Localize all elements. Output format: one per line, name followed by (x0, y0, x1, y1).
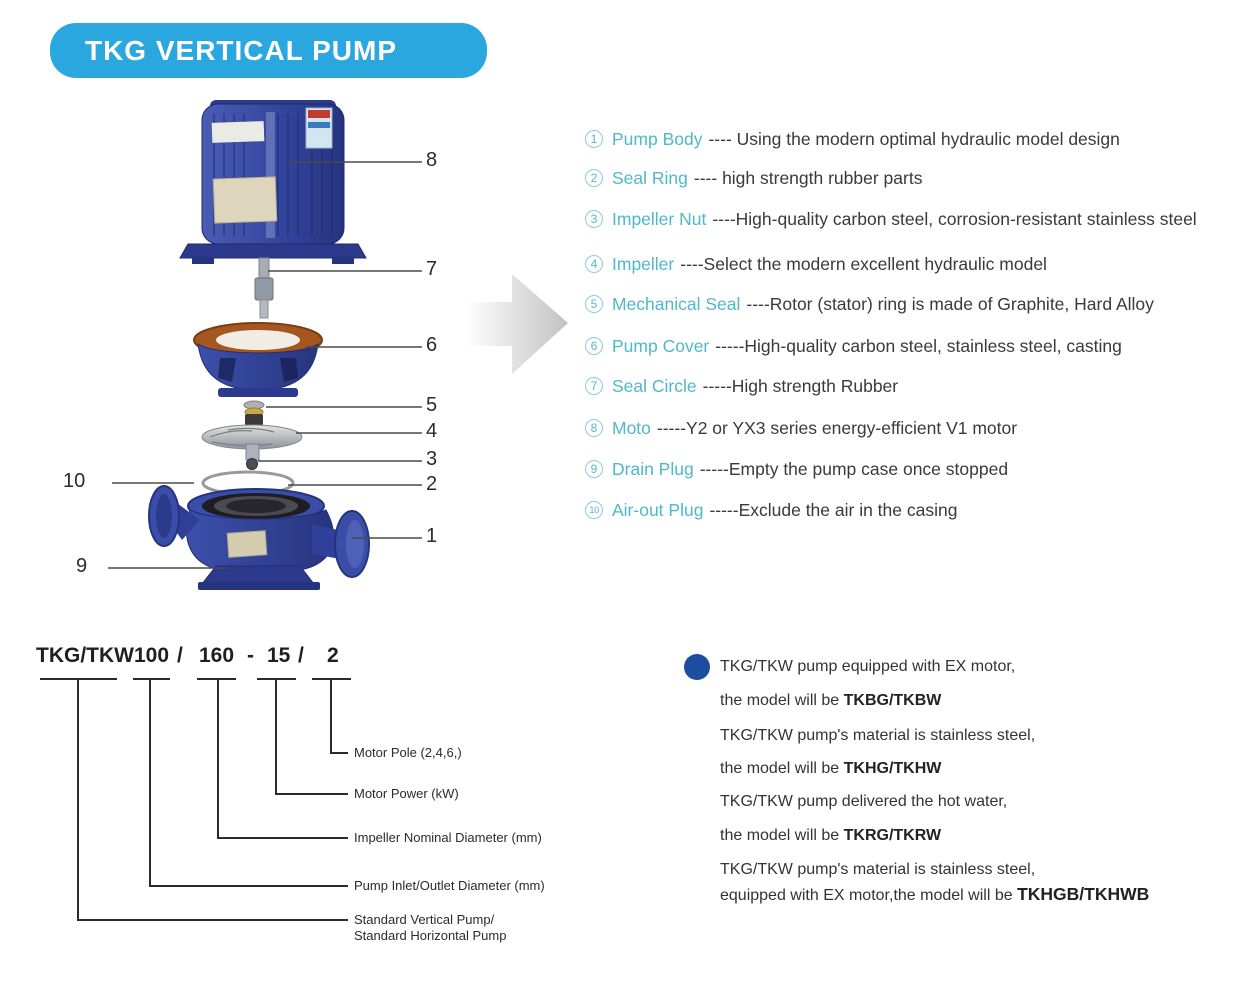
part-desc: -----Y2 or YX3 series energy-efficient V1 motor (656, 417, 1018, 438)
part-desc: ----Rotor (stator) ring is made of Graphite, Hard Alloy (746, 293, 1154, 314)
callout-5: 5 (426, 394, 438, 416)
note-4-model: TKHGB/TKHWB (1017, 884, 1150, 904)
connector-h-power (275, 793, 348, 795)
part-name: Impeller (612, 253, 675, 274)
part-desc: -----High-quality carbon steel, stainless steel, casting (715, 335, 1122, 356)
part-name: Air-out Plug (612, 499, 704, 520)
callout-4: 4 (426, 420, 438, 442)
model-seg-power: 15 (267, 644, 291, 667)
part-name: Pump Body (612, 128, 703, 149)
note-3-model: TKRG/TKRW (843, 827, 942, 844)
note-2-line-2 (720, 760, 941, 778)
note-1-model: TKBG/TKBW (843, 692, 942, 709)
part-name: Drain Plug (612, 458, 694, 479)
note-bullet-icon (684, 654, 710, 680)
note-2-prefix: the model will be (720, 760, 844, 777)
note-1-prefix: the model will be (720, 692, 844, 709)
shaft-art (255, 258, 273, 318)
part-name: Moto (612, 417, 651, 438)
note-4-line-2 (720, 884, 1149, 905)
callout-6: 6 (426, 334, 438, 356)
part-item-8 (585, 418, 1017, 438)
callout-8: 8 (426, 149, 438, 171)
part-item-4 (585, 254, 1047, 274)
underline-inlet (133, 678, 170, 680)
part-number-badge: 3 (585, 210, 603, 228)
part-number-badge: 1 (585, 130, 603, 148)
part-name: Impeller Nut (612, 208, 707, 229)
note-2-model: TKHG/TKHW (843, 760, 942, 777)
impeller-art (202, 425, 302, 460)
connector-v-power (275, 679, 277, 794)
note-4-line-1: TKG/TKW pump's material is stainless steel, (720, 861, 1036, 878)
motor-art (180, 100, 366, 264)
pump-cover-art (194, 323, 322, 397)
part-number-badge: 2 (585, 169, 603, 187)
part-number-badge: 5 (585, 295, 603, 313)
part-item-10 (585, 500, 957, 520)
connector-v-series (77, 679, 79, 920)
label-standard-vertical: Standard Vertical Pump/ (354, 912, 495, 927)
note-3-line-2 (720, 827, 941, 845)
callout-3: 3 (426, 448, 438, 470)
model-seg-series: TKG/TKW (36, 644, 134, 667)
model-sep-slash-1: / (177, 644, 183, 667)
title-banner (50, 23, 487, 78)
label-motor-pole: Motor Pole (2,4,6,) (354, 745, 462, 760)
model-sep-slash-2: / (298, 644, 304, 667)
connector-h-impeller (217, 837, 348, 839)
part-name: Seal Circle (612, 375, 697, 396)
pump-body-art (149, 486, 369, 590)
part-number-badge: 6 (585, 337, 603, 355)
part-item-7 (585, 376, 898, 396)
part-number-badge: 10 (585, 501, 603, 519)
part-number-badge: 9 (585, 460, 603, 478)
part-desc: ---- high strength rubber parts (693, 167, 923, 188)
callout-1: 1 (426, 525, 438, 547)
model-sep-dash: - (247, 644, 254, 667)
note-4-prefix: equipped with EX motor,the model will be (720, 887, 1018, 904)
arrow-right-icon (465, 274, 568, 374)
connector-h-inlet (149, 885, 348, 887)
part-item-5 (585, 294, 1154, 314)
label-inlet-diameter: Pump Inlet/Outlet Diameter (mm) (354, 878, 545, 893)
part-number-badge: 7 (585, 377, 603, 395)
part-name: Mechanical Seal (612, 293, 741, 314)
model-seg-pole: 2 (327, 644, 339, 667)
part-desc: -----High strength Rubber (702, 375, 899, 396)
callout-2: 2 (426, 473, 438, 495)
part-item-1 (585, 129, 1120, 149)
part-desc: -----Exclude the air in the casing (709, 499, 958, 520)
part-desc: ----Select the modern excellent hydraulic model (680, 253, 1047, 274)
model-seg-impeller: 160 (199, 644, 235, 667)
note-1-line-2 (720, 692, 941, 710)
part-item-6 (585, 336, 1122, 356)
connector-v-pole (330, 679, 332, 753)
pump-exploded-diagram (60, 92, 580, 604)
callout-9: 9 (76, 555, 88, 577)
part-number-badge: 4 (585, 255, 603, 273)
connector-v-inlet (149, 679, 151, 886)
part-desc: -----Empty the pump case once stopped (699, 458, 1009, 479)
note-3-line-1: TKG/TKW pump delivered the hot water, (720, 793, 1008, 810)
part-desc: ---- Using the modern optimal hydraulic model design (708, 128, 1120, 149)
note-1-line-1: TKG/TKW pump equipped with EX motor, (720, 658, 1016, 675)
page-title: TKG VERTICAL PUMP (84, 34, 398, 66)
impeller-nut-art (247, 459, 258, 470)
connector-h-pole (330, 752, 348, 754)
note-3-prefix: the model will be (720, 827, 844, 844)
part-item-2 (585, 168, 922, 188)
part-item-9 (585, 459, 1008, 479)
note-2-line-1: TKG/TKW pump's material is stainless steel, (720, 727, 1036, 744)
label-standard-horizontal: Standard Horizontal Pump (354, 928, 507, 943)
part-item-3 (585, 209, 1197, 229)
part-number-badge: 8 (585, 419, 603, 437)
connector-v-impeller (217, 679, 219, 838)
part-name: Pump Cover (612, 335, 710, 356)
label-motor-power: Motor Power (kW) (354, 786, 459, 801)
part-desc: ----High-quality carbon steel, corrosion-resistant stainless steel (712, 208, 1197, 229)
callout-7: 7 (426, 258, 438, 280)
connector-h-series (77, 919, 348, 921)
label-impeller-diameter: Impeller Nominal Diameter (mm) (354, 830, 542, 845)
model-seg-inlet: 100 (134, 644, 170, 667)
callout-10: 10 (63, 470, 86, 492)
part-name: Seal Ring (612, 167, 688, 188)
